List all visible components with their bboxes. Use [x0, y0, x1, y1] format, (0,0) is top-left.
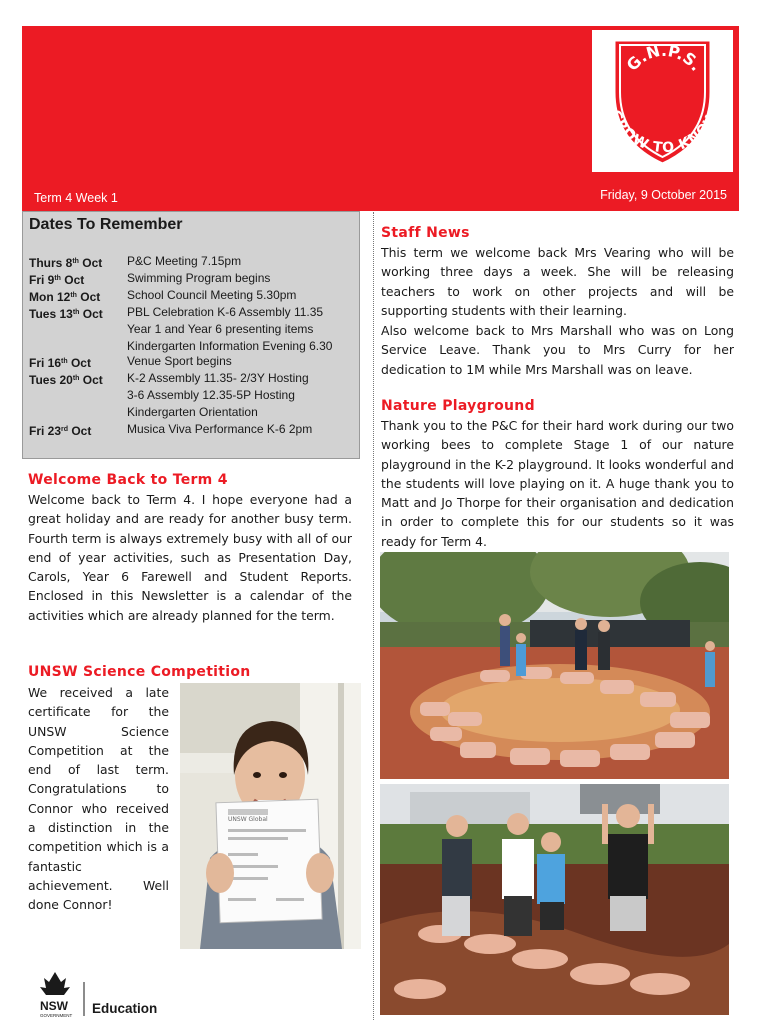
unsw-body: We received a late certificate for the UNSW Science Competition at the end of last term. Congratulations to Connor who received a distinction in the competition which is a fantastic achievement. Well done Connor!: [28, 685, 169, 913]
nsw-logo-subtext: GOVERNMENT: [40, 1013, 73, 1018]
event-text: PBL Celebration K-6 Assembly 11.35: [127, 305, 324, 319]
nsw-logo-text: NSW: [40, 999, 68, 1013]
date-label: Mon 12th Oct: [29, 290, 101, 304]
shield-crest-icon: [592, 30, 733, 172]
nature-playground-photo-1: [380, 552, 729, 779]
event-text: Kindergarten Information Evening 6.30: [127, 339, 333, 353]
badge-motto: GROW TO KNOW: [606, 107, 722, 157]
issue-date-bar: [22, 184, 739, 211]
date-label: Tues 20th Oct: [29, 373, 103, 387]
connor-certificate-photo: [180, 683, 361, 949]
event-text: Kindergarten Orientation: [127, 405, 258, 419]
column-divider: [373, 212, 374, 1020]
dates-to-remember-box: [22, 211, 360, 459]
unsw-heading: UNSW Science Competition: [28, 664, 251, 680]
date-label: Tues 13th Oct: [29, 307, 103, 321]
date-row: [29, 304, 359, 321]
nature-heading: Nature Playground: [381, 398, 535, 414]
school-badge: [592, 30, 733, 172]
date-label: Thurs 8th Oct: [29, 256, 103, 270]
event-text: Musica Viva Performance K-6 2pm: [127, 422, 313, 436]
staff-body-1: This term we welcome back Mrs Vearing who will be working three days a week. She will be releasing teachers to work on other projects and will be supporting students with their learning.: [381, 245, 734, 318]
date-label: Fri 16th Oct: [29, 356, 91, 370]
nature-playground-photo-2: [380, 784, 729, 1015]
date-row: [29, 287, 359, 304]
event-text: Venue Sport begins: [127, 354, 232, 368]
date-row: [29, 353, 359, 370]
date-row: [29, 253, 359, 270]
event-text: Swimming Program begins: [127, 271, 271, 285]
event-text: School Council Meeting 5.30pm: [127, 288, 297, 302]
date-row: [29, 321, 359, 338]
term-label: Term 4 Week 1: [34, 191, 118, 205]
dates-title: Dates To Remember: [29, 216, 183, 233]
badge-initials: G.N.P.S.: [622, 40, 707, 75]
education-label: Education: [92, 1001, 158, 1016]
date-row: [29, 270, 359, 287]
date-label: Fri 23rd Oct: [29, 424, 92, 438]
staff-body-2: Also welcome back to Mrs Marshall who was on Long Service Leave. Thank you to Mrs Curry for her dedication to 1M while Mrs Marshall was on leave.: [381, 323, 734, 377]
date-row: [29, 387, 359, 404]
date-row: [29, 404, 359, 421]
event-text: Year 1 and Year 6 presenting items: [127, 322, 314, 336]
event-text: K-2 Assembly 11.35- 2/3Y Hosting: [127, 371, 309, 385]
staff-heading: Staff News: [381, 225, 470, 241]
playground-photo-image: [380, 784, 729, 1015]
student-photo-image: [180, 683, 361, 949]
date-row: [29, 370, 359, 387]
event-text: P&C Meeting 7.15pm: [127, 254, 242, 268]
playground-photo-image: [380, 552, 729, 779]
date-row: [29, 421, 359, 438]
welcome-heading: Welcome Back to Term 4: [28, 472, 228, 488]
event-text: 3-6 Assembly 12.35-5P Hosting: [127, 388, 295, 402]
certificate-label: UNSW Global: [228, 816, 268, 823]
welcome-body: Welcome back to Term 4. I hope everyone had a great holiday and are ready for another busy term. Fourth term is always extremely busy with all of our end of year activities, such as Presentation Day, Carols, Year 6 Farewell and Student Reports. Enclosed in this Newsletter is a calendar of the activities which are already planned for the term.: [28, 492, 352, 623]
issue-date: Friday, 9 October 2015: [600, 188, 727, 202]
nature-body: Thank you to the P&C for their hard work during our two working bees to complete Stage 1 of our nature playground in the K-2 playground. It looks wonderful and the students will love playing on it. A huge thank you to Matt and Jo Thorpe for their organisation and dedication in order to complete this for our students so it was ready for Term 4.: [381, 418, 734, 549]
date-label: Fri 9th Oct: [29, 273, 85, 287]
